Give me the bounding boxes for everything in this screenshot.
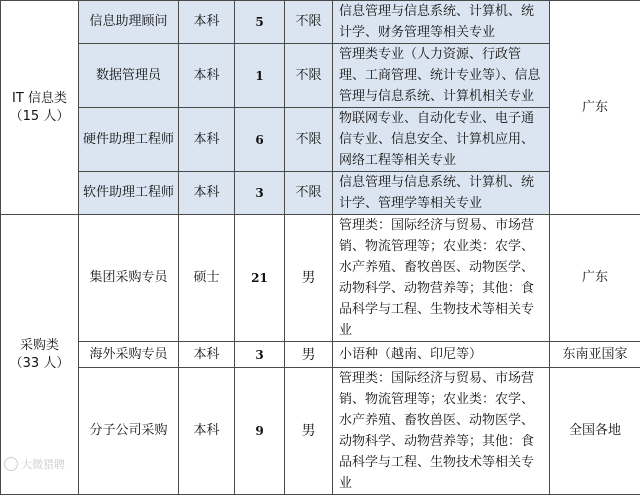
degree: 本科 bbox=[179, 368, 235, 495]
requirement: 管理类：国际经济与贸易、市场营销、物流管理等；农业类：农学、水产养殖、畜牧兽医、动物医学、动物科学、动物营养等；其他：食品科学与工程、生物技术等相关专业 bbox=[333, 215, 550, 342]
watermark bbox=[4, 456, 65, 472]
group-count: （33 人） bbox=[10, 356, 70, 371]
headcount: 9 bbox=[235, 368, 285, 495]
degree: 本科 bbox=[179, 342, 235, 368]
table-row bbox=[1, 172, 640, 215]
requirement: 信息管理与信息系统、计算机、统计学、财务管理等相关专业 bbox=[333, 1, 550, 44]
gender: 不限 bbox=[285, 1, 333, 44]
job-title: 分子公司采购 bbox=[79, 368, 179, 495]
degree: 硕士 bbox=[179, 215, 235, 342]
headcount: 3 bbox=[235, 172, 285, 215]
job-title: 集团采购专员 bbox=[79, 215, 179, 342]
requirement: 管理类：国际经济与贸易、市场营销、物流管理等；农业类：农学、水产养殖、畜牧兽医、动物医学、动物科学、动物营养等；其他：食品科学与工程、生物技术等相关专业 bbox=[333, 368, 550, 495]
headcount: 1 bbox=[235, 44, 285, 108]
group-cell-purchase bbox=[1, 215, 79, 495]
group-name: 采购类 bbox=[20, 338, 59, 353]
location: 全国各地 bbox=[550, 368, 640, 495]
headcount: 6 bbox=[235, 108, 285, 172]
watermark-text: 大微猎聘 bbox=[21, 456, 65, 472]
table-row bbox=[1, 44, 640, 108]
group-name: IT 信息类 bbox=[12, 91, 67, 106]
job-title: 软件助理工程师 bbox=[79, 172, 179, 215]
requirement: 管理类专业（人力资源、行政管理、工商管理、统计专业等）、信息管理与信息系统、计算机相关专业 bbox=[333, 44, 550, 108]
headcount: 21 bbox=[235, 215, 285, 342]
headcount: 3 bbox=[235, 342, 285, 368]
table-row bbox=[1, 368, 640, 495]
gender: 男 bbox=[285, 215, 333, 342]
degree: 本科 bbox=[179, 1, 235, 44]
location: 广东 bbox=[550, 215, 640, 342]
location-cell-it: 广东 bbox=[550, 1, 640, 215]
table-row bbox=[1, 108, 640, 172]
circle-logo-icon bbox=[4, 457, 18, 471]
table-row bbox=[1, 342, 640, 368]
degree: 本科 bbox=[179, 108, 235, 172]
gender: 男 bbox=[285, 368, 333, 495]
job-title: 海外采购专员 bbox=[79, 342, 179, 368]
location: 东南亚国家 bbox=[550, 342, 640, 368]
degree: 本科 bbox=[179, 172, 235, 215]
job-title: 数据管理员 bbox=[79, 44, 179, 108]
requirement: 物联网专业、自动化专业、电子通信专业、信息安全、计算机应用、网络工程等相关专业 bbox=[333, 108, 550, 172]
group-cell-it bbox=[1, 1, 79, 215]
group-count: （15 人） bbox=[10, 109, 70, 124]
gender: 不限 bbox=[285, 172, 333, 215]
table-row bbox=[1, 1, 640, 44]
table-row bbox=[1, 215, 640, 342]
requirement: 信息管理与信息系统、计算机、统计学、管理学等相关专业 bbox=[333, 172, 550, 215]
gender: 不限 bbox=[285, 44, 333, 108]
requirement: 小语种（越南、印尼等） bbox=[333, 342, 550, 368]
job-title: 硬件助理工程师 bbox=[79, 108, 179, 172]
gender: 男 bbox=[285, 342, 333, 368]
gender: 不限 bbox=[285, 108, 333, 172]
degree: 本科 bbox=[179, 44, 235, 108]
headcount: 5 bbox=[235, 1, 285, 44]
job-title: 信息助理顾问 bbox=[79, 1, 179, 44]
